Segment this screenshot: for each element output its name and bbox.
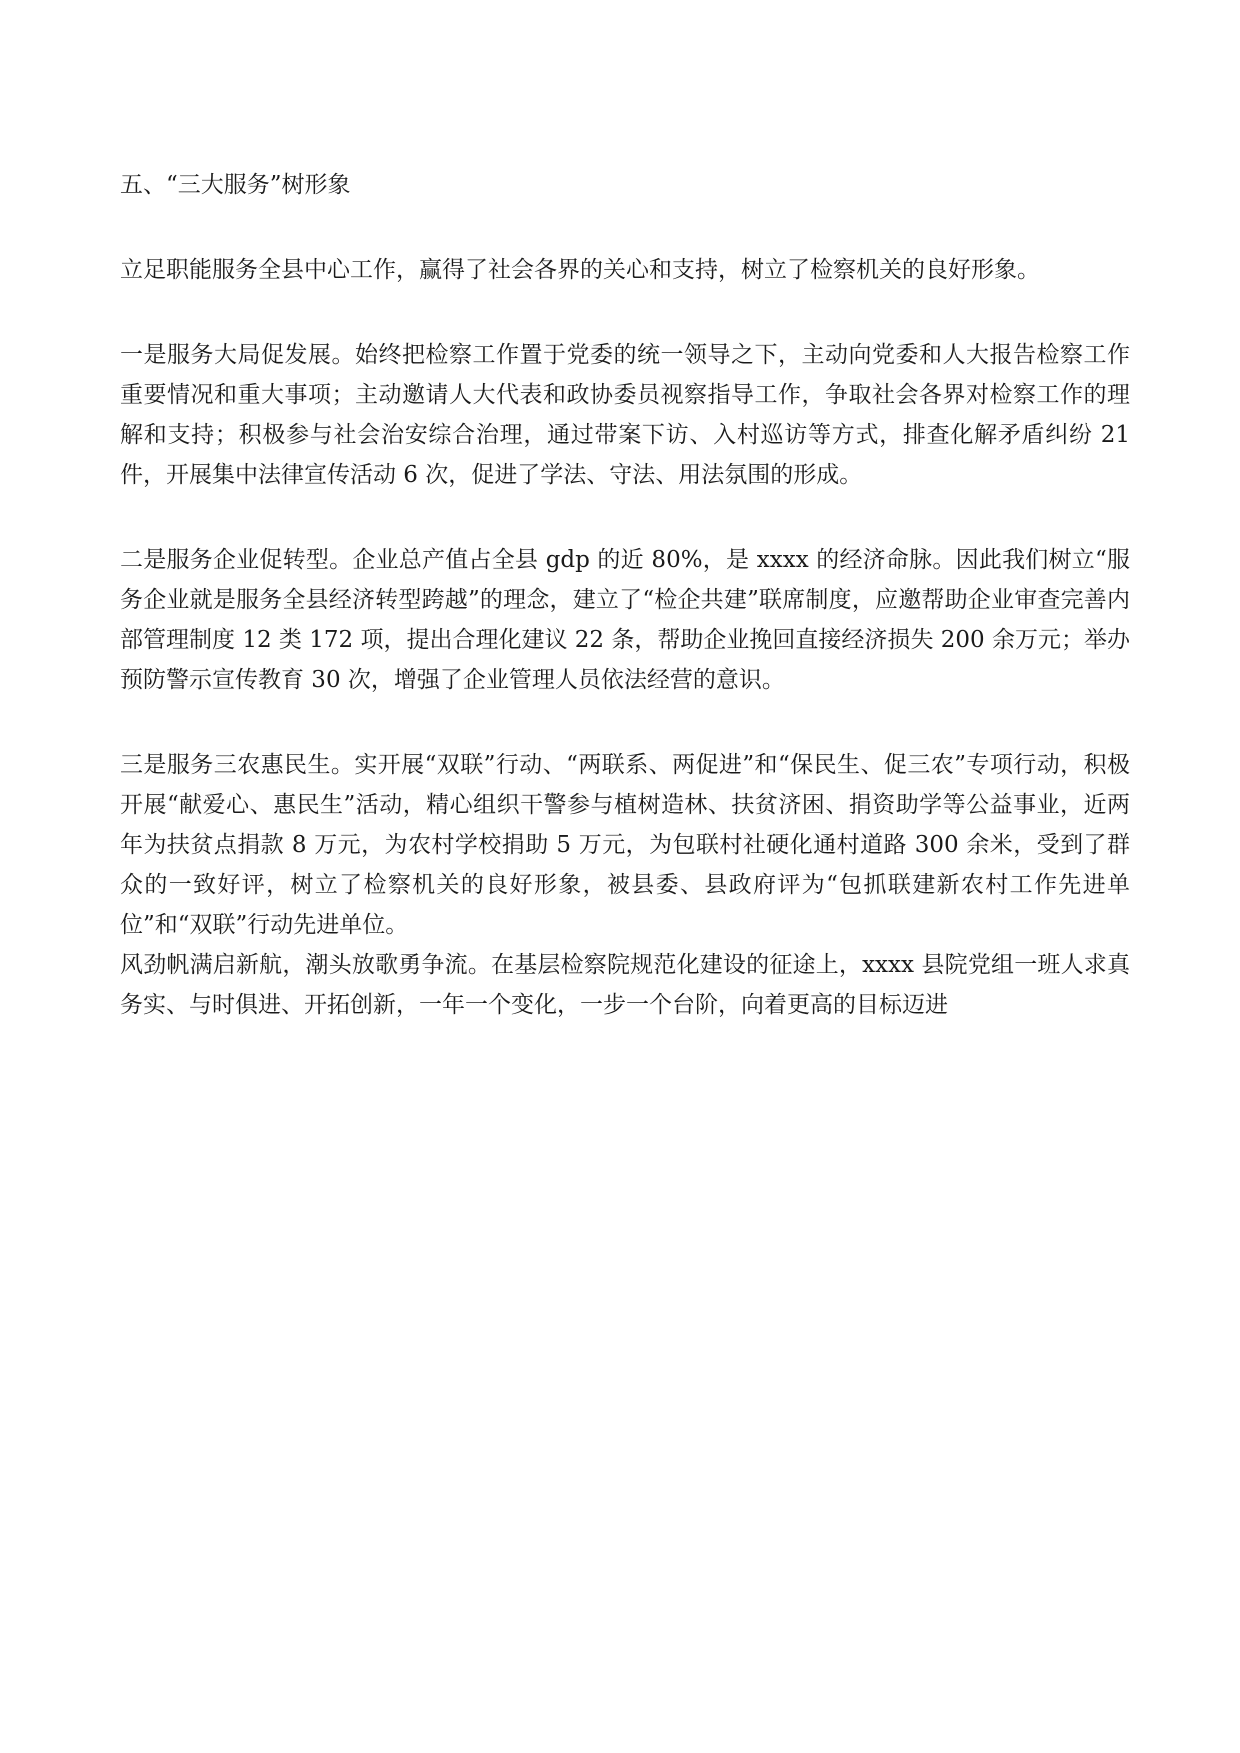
paragraph-service-agriculture: 三是服务三农惠民生。实开展“双联”行动、“两联系、两促进”和“保民生、促三农”专项行动，积极开展“献爱心、惠民生”活动，精心组织干警参与植树造林、扶贫济困、捐资助学等公益事业，近两年为扶贫点捐款 8 万元，为农村学校捐助 5 万元，为包联村社硬化通村道路 300 余米，受到了群众的一致好评，树立了检察机关的良好形象，被县委、县政府评为“包抓联建新农村工作先进单位”和“双联”行动先进单位。 (120, 752, 1130, 938)
document-body (120, 165, 1130, 1025)
paragraph-service-enterprise: 二是服务企业促转型。企业总产值占全县 gdp 的近 80%，是 xxxx 的经济命脉。因此我们树立“服务企业就是服务全县经济转型跨越”的理念，建立了“检企共建”联席制度，应邀帮助企业审查完善内部管理制度 12 类 172 项，提出合理化建议 22 条，帮助企业挽回直接经济损失 200 余万元；举办预防警示宣传教育 30 次，增强了企业管理人员依法经营的意识。 (120, 547, 1130, 693)
paragraph-intro: 立足职能服务全县中心工作，赢得了社会各界的关心和支持，树立了检察机关的良好形象。 (120, 257, 1040, 283)
paragraph-service-overall: 一是服务大局促发展。始终把检察工作置于党委的统一领导之下，主动向党委和人大报告检察工作重要情况和重大事项；主动邀请人大代表和政协委员视察指导工作，争取社会各界对检察工作的理解和支持；积极参与社会治安综合治理，通过带案下访、入村巡访等方式，排查化解矛盾纠纷 21 件，开展集中法律宣传活动 6 次，促进了学法、守法、用法氛围的形成。 (120, 342, 1130, 488)
section-heading: 五、“三大服务”树形象 (120, 172, 351, 198)
paragraph-conclusion: 风劲帆满启新航，潮头放歌勇争流。在基层检察院规范化建设的征途上，xxxx 县院党组一班人求真务实、与时俱进、开拓创新，一年一个变化，一步一个台阶，向着更高的目标迈进 (120, 952, 1130, 1018)
